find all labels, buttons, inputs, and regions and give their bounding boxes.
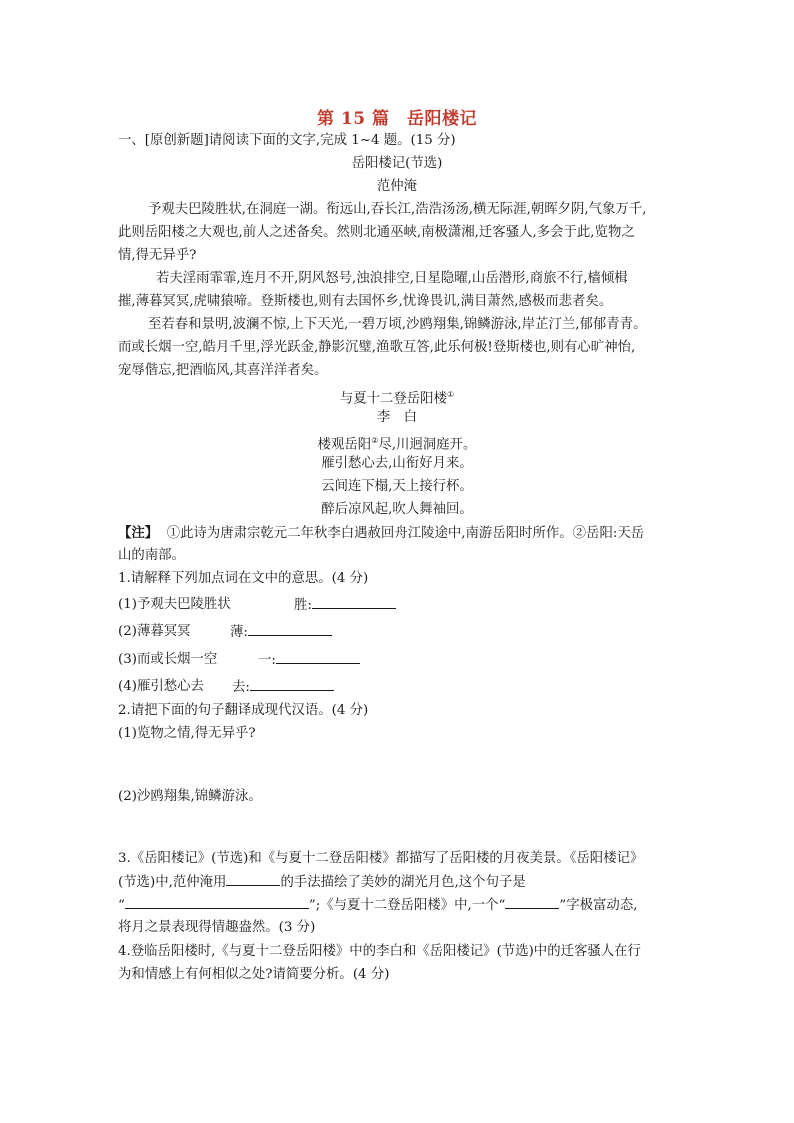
poem-line-part: 尽,川迥洞庭开。 xyxy=(378,437,477,453)
question-3-line: 3.《岳阳楼记》(节选)和《与夏十二登岳阳楼》都描写了岳阳楼的月夜美景。《岳阳楼记》 xyxy=(118,851,644,866)
question-1-answer xyxy=(294,594,396,617)
poem-line: 云间连下榻,天上接行杯。 xyxy=(321,479,473,494)
poem-title-text: 与夏十二登岳阳楼 xyxy=(339,391,447,407)
question-3-text: “ xyxy=(118,898,125,913)
footnote-mark: ① xyxy=(446,390,455,399)
passage-line: 摧,薄暮冥冥,虎啸猿啼。登斯楼也,则有去国怀乡,忧谗畏讥,满目萧然,感极而悲者矣。 xyxy=(118,294,613,309)
question-1-stem: 1.请解释下列加点词在文中的意思。(4 分) xyxy=(118,571,369,586)
note-line: 山的南部。 xyxy=(118,548,185,563)
item-word: 胜: xyxy=(294,598,312,613)
passage-line: 宠辱偕忘,把酒临风,其喜洋洋者矣。 xyxy=(118,363,328,378)
answer-blank[interactable] xyxy=(250,676,334,691)
question-3-line: 将月之景表现得情趣盎然。(3 分) xyxy=(118,920,316,935)
question-1-answer xyxy=(258,649,360,672)
question-1-item xyxy=(118,621,191,643)
answer-blank[interactable] xyxy=(226,871,280,886)
question-1-item xyxy=(118,649,217,671)
poem-author: 李 白 xyxy=(376,410,418,425)
item-word: 去: xyxy=(232,680,250,695)
question-3-text: ”字极富动态, xyxy=(559,898,638,913)
item-word: 薄: xyxy=(230,625,248,640)
passage-title: 岳阳楼记(节选) xyxy=(351,156,443,171)
question-2-stem: 2.请把下面的句子翻译成现代汉语。(4 分) xyxy=(118,703,369,718)
question-4-line: 为和情感上有何相似之处?请简要分析。(4 分) xyxy=(118,967,390,982)
question-3-text: 的手法描绘了美妙的湖光月色,这个句子是 xyxy=(280,875,526,890)
item-text: (4)雁引愁心去 xyxy=(118,679,204,694)
item-text: (3)而或长烟一空 xyxy=(118,652,218,667)
question-1-answer xyxy=(230,621,332,644)
question-4-line: 4.登临岳阳楼时,《与夏十二登岳阳楼》中的李白和《岳阳楼记》(节选)中的迁客骚人在行 xyxy=(118,944,641,959)
passage-line: 情,得无异乎? xyxy=(118,248,197,263)
item-text: (1)予观夫巴陵胜状 xyxy=(118,597,231,612)
question-1-answer xyxy=(232,676,334,699)
passage-line: 此则岳阳楼之大观也,前人之述备矣。然则北通巫峡,南极潇湘,迁客骚人,多会于此,览物之 xyxy=(118,225,635,240)
item-word: 一: xyxy=(258,653,276,668)
answer-blank[interactable] xyxy=(125,894,309,909)
section-heading: 一、[原创新题]请阅读下面的文字,完成 1~4 题。(15 分) xyxy=(118,133,456,148)
question-3-line xyxy=(118,894,637,917)
answer-blank[interactable] xyxy=(505,894,559,909)
note-text: ①此诗为唐肃宗乾元二年秋李白遇赦回舟江陵途中,南游岳阳时所作。②岳阳:天岳 xyxy=(166,526,645,541)
question-3-line xyxy=(118,871,526,894)
passage-line: 至若春和景明,波澜不惊,上下天光,一碧万顷,沙鸥翔集,锦鳞游泳,岸芷汀兰,郁郁青青。 xyxy=(148,317,647,332)
poem-line: 雁引愁心去,山衔好月来。 xyxy=(321,456,473,471)
item-text: (2)薄暮冥冥 xyxy=(118,624,191,639)
question-2-item: (2)沙鸥翔集,锦鳞游泳。 xyxy=(118,789,262,804)
question-2-item: (1)览物之情,得无异乎? xyxy=(118,726,256,741)
note-line xyxy=(118,522,644,545)
answer-blank[interactable] xyxy=(248,621,332,636)
passage-line: 若夫淫雨霏霏,连月不开,阴风怒号,浊浪排空,日星隐曜,山岳潜形,商旅不行,樯倾楫 xyxy=(156,271,628,286)
poem-line-part: 楼观岳阳 xyxy=(317,437,372,453)
answer-blank[interactable] xyxy=(276,649,360,664)
footnote-mark: ② xyxy=(371,436,379,445)
question-3-text: ”;《与夏十二登岳阳楼》中,一个“ xyxy=(308,898,506,913)
passage-line: 予观夫巴陵胜状,在洞庭一湖。衔远山,吞长江,浩浩汤汤,横无际涯,朝晖夕阴,气象万千, xyxy=(148,202,647,217)
answer-blank[interactable] xyxy=(312,594,396,609)
page-title: 第 15 篇 岳阳楼记 xyxy=(317,109,477,129)
passage-line: 而或长烟一空,皓月千里,浮光跃金,静影沉璧,渔歌互答,此乐何极!登斯楼也,则有心旷神怡, xyxy=(118,340,636,355)
poem-line: 醉后凉风起,吹人舞袖回。 xyxy=(321,502,473,517)
passage-author: 范仲淹 xyxy=(376,179,418,194)
question-1-item xyxy=(118,676,204,698)
note-label: 【注】 xyxy=(118,525,159,541)
question-3-text: (节选)中,范仲淹用 xyxy=(118,875,227,890)
question-1-item xyxy=(118,594,231,616)
